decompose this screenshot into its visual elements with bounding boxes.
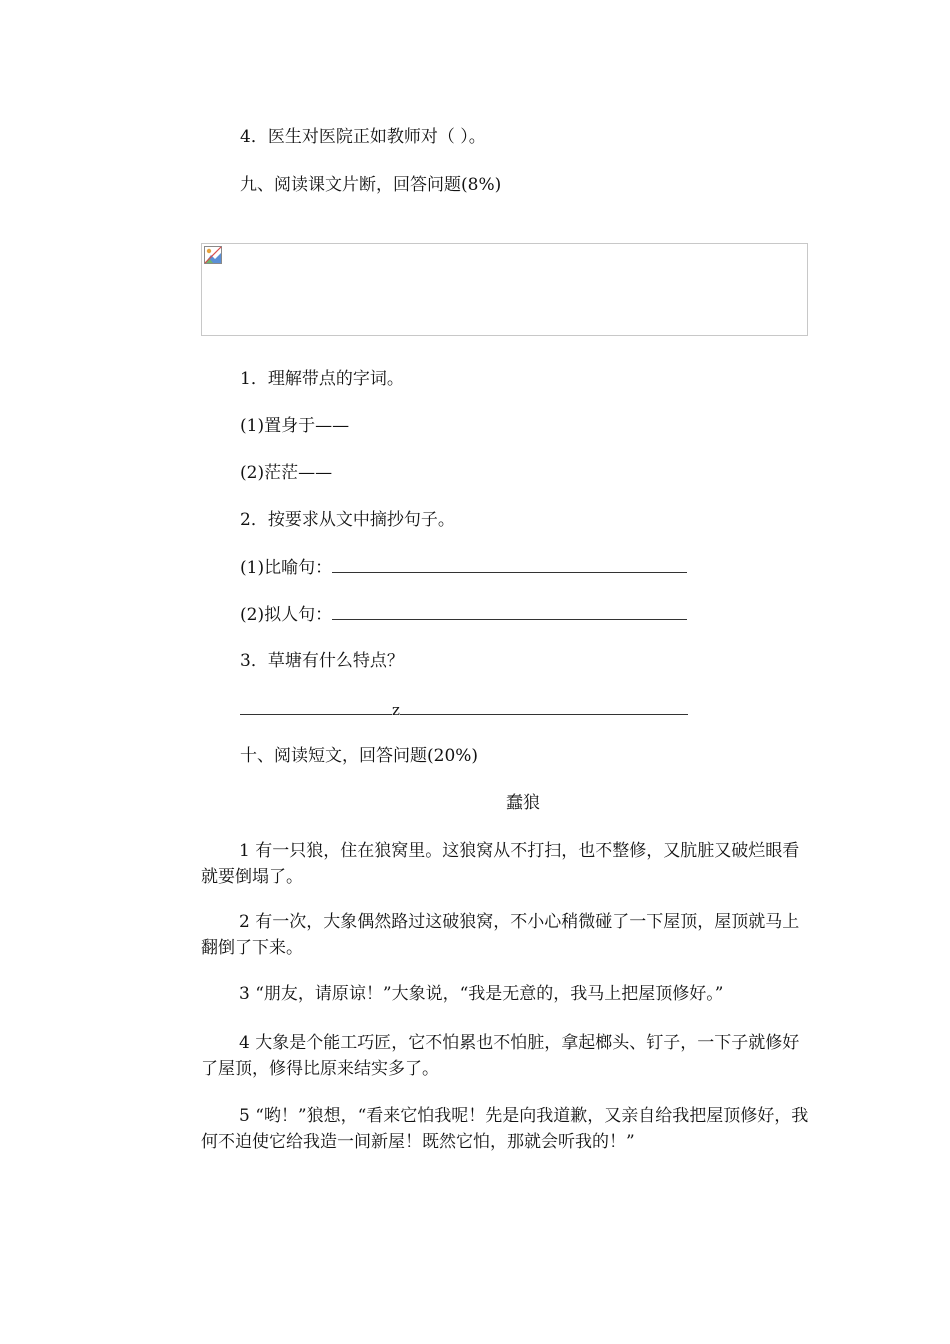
question-8-item-4: 4．医生对医院正如教师对（ ）。: [240, 127, 486, 147]
excerpt-image-placeholder: [201, 243, 808, 336]
simile-label: (1)比喻句：: [240, 558, 333, 578]
pond-answer-mark: z: [392, 701, 400, 719]
personification-answer-blank[interactable]: [332, 603, 687, 620]
story-paragraph-1: 1 有一只狼，住在狼窝里。这狼窝从不打扫，也不整修，又肮脏又破烂眼看就要倒塌了。: [201, 841, 800, 887]
story-paragraph-2: 2 有一次，大象偶然路过这破狼窝，不小心稍微碰了一下屋顶，屋顶就马上翻倒了下来。: [201, 912, 800, 958]
pond-answer-blank-2[interactable]: [400, 698, 688, 715]
section-9-question-3: 3．草塘有什么特点？: [240, 651, 404, 671]
story-paragraph-4: 4 大象是个能工巧匠，它不怕累也不怕脏，拿起榔头、钉子，一下子就修好了屋顶，修得比原来结实多了。: [201, 1033, 800, 1079]
pond-answer-row: [240, 698, 688, 721]
personification-label: (2)拟人句：: [240, 605, 333, 625]
section-9-question-1: 1．理解带点的字词。: [240, 369, 404, 389]
section-9-heading: 九、阅读课文片断，回答问题(8%): [240, 175, 502, 195]
section-10-heading: 十、阅读短文，回答问题(20%): [240, 746, 479, 766]
story-paragraph-5: 5 “哟！”狼想，“看来它怕我呢！先是向我道歉，又亲自给我把屋顶修好，我何不迫使它给我造一间新屋！既然它怕，那就会听我的！”: [201, 1106, 809, 1152]
story-title: 蠢狼: [506, 793, 540, 813]
pond-answer-blank-1[interactable]: [240, 698, 392, 715]
simile-answer-blank[interactable]: [332, 556, 687, 573]
section-9-question-2: 2．按要求从文中摘抄句子。: [240, 510, 455, 530]
simile-answer-row: [240, 556, 687, 579]
personification-answer-row: [240, 603, 687, 626]
section-9-question-1-a: (1)置身于——: [240, 416, 350, 436]
story-paragraph-3: 3 “朋友，请原谅！”大象说，“我是无意的，我马上把屋顶修好。”: [239, 984, 724, 1004]
section-9-question-1-b: (2)茫茫——: [240, 463, 333, 483]
broken-image-icon: [204, 246, 222, 264]
